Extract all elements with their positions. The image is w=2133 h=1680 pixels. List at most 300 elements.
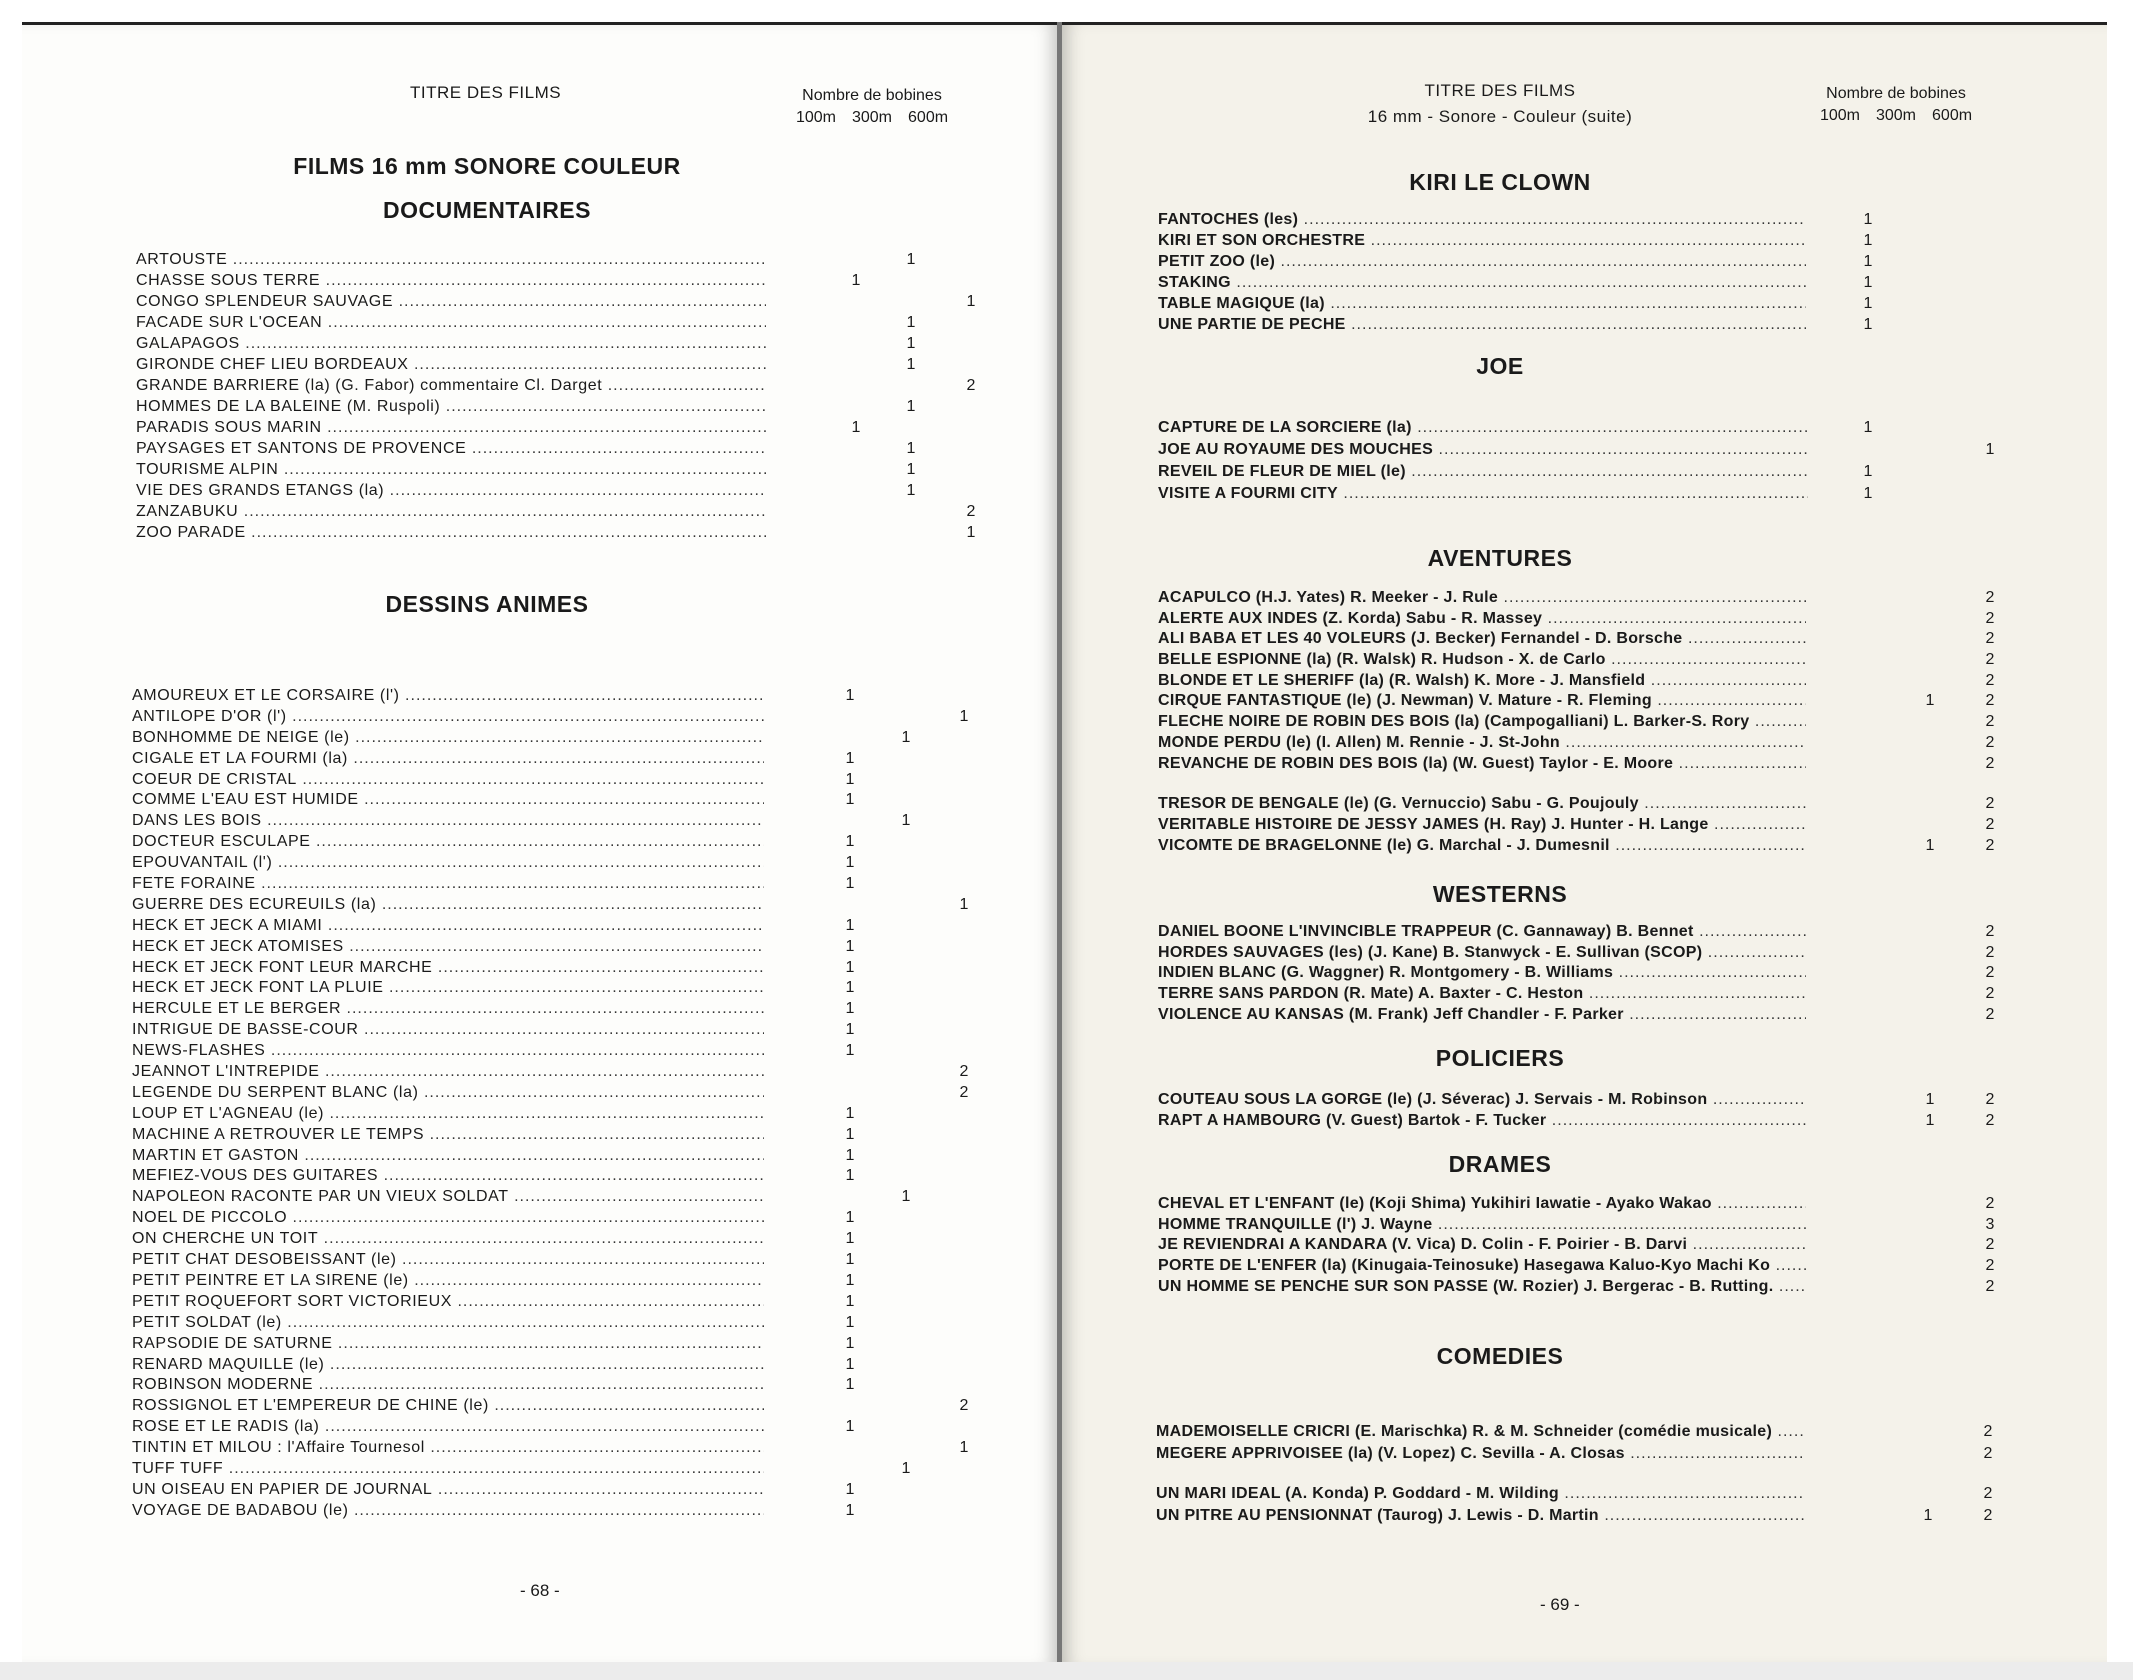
film-title: FLECHE NOIRE DE ROBIN DES BOIS (la) (Campogalliani) L. Barker-S. Rory bbox=[1158, 713, 1750, 731]
film-title-leader bbox=[132, 1354, 764, 1375]
reel-count-600m: 2 bbox=[1985, 985, 1995, 1003]
section-title-policiers: POLICIERS bbox=[1435, 1045, 1565, 1071]
film-title: DOCTEUR ESCULAPE bbox=[132, 833, 311, 851]
film-title: JOE AU ROYAUME DES MOUCHES bbox=[1158, 441, 1434, 458]
film-title-leader bbox=[132, 1145, 764, 1166]
film-title: VERITABLE HISTOIRE DE JESSY JAMES (H. Ray) J. Hunter - H. Lange bbox=[1158, 815, 1709, 833]
reel-count-100m: 1 bbox=[845, 875, 855, 893]
film-title: VICOMTE DE BRAGELONNE (le) G. Marchal - J. Dumesnil bbox=[1158, 836, 1610, 854]
columns-units bbox=[1806, 105, 1986, 127]
film-title-leader bbox=[132, 1228, 764, 1249]
header-subtitle: 16 mm - Sonore - Couleur (suite) bbox=[1367, 107, 1633, 126]
film-title: TABLE MAGIQUE (la) bbox=[1158, 295, 1325, 312]
reel-count-300m: 1 bbox=[906, 314, 916, 331]
page-number: - 68 - bbox=[520, 1581, 560, 1600]
reel-count-100m: 1 bbox=[845, 791, 855, 809]
main-title: FILMS 16 mm SONORE COULEUR bbox=[293, 153, 681, 179]
reel-count-100m: 1 bbox=[845, 1000, 855, 1018]
reel-count-600m: 2 bbox=[1985, 795, 1995, 813]
film-title: VIOLENCE AU KANSAS (M. Frank) Jeff Chandler - F. Parker bbox=[1158, 1005, 1624, 1023]
film-title-leader bbox=[136, 249, 766, 270]
unit-600m: 600m bbox=[1932, 107, 1973, 124]
film-title-leader bbox=[136, 333, 766, 354]
reel-count-100m: 1 bbox=[845, 833, 855, 851]
reel-count-100m: 1 bbox=[845, 1251, 855, 1269]
reel-count-300m: 1 bbox=[906, 335, 916, 352]
reel-count-100m: 1 bbox=[845, 1209, 855, 1227]
film-title-leader bbox=[1158, 711, 1806, 732]
reel-count-600m: 2 bbox=[1985, 630, 1995, 648]
film-title: MEFIEZ-VOUS DES GUITARES bbox=[132, 1167, 379, 1185]
film-title: UNE PARTIE DE PECHE bbox=[1158, 316, 1346, 333]
film-title-leader bbox=[136, 438, 766, 459]
film-title: MARTIN ET GASTON bbox=[132, 1146, 299, 1164]
film-title: GUERRE DES ECUREUILS (la) bbox=[132, 895, 377, 913]
film-title-leader bbox=[132, 998, 764, 1019]
film-title: GALAPAGOS bbox=[136, 335, 240, 352]
reel-count-600m: 1 bbox=[966, 293, 976, 310]
reel-count-100m: 1 bbox=[1863, 211, 1873, 228]
film-title-leader bbox=[1156, 1443, 1804, 1464]
reel-count-100m: 1 bbox=[1863, 253, 1873, 270]
reel-count-100m: 1 bbox=[1863, 274, 1873, 291]
film-title: TRESOR DE BENGALE (le) (G. Vernuccio) Sabu - G. Poujouly bbox=[1158, 795, 1639, 813]
reel-count-300m: 1 bbox=[906, 356, 916, 373]
reel-count-600m: 2 bbox=[966, 377, 976, 394]
reel-count-600m: 2 bbox=[1985, 1195, 1995, 1212]
film-title-leader bbox=[1158, 417, 1808, 438]
film-title: EPOUVANTAIL (l') bbox=[132, 854, 273, 872]
reel-count-300m: 1 bbox=[901, 812, 911, 830]
film-title: DANIEL BOONE L'INVINCIBLE TRAPPEUR (C. Gannaway) B. Bennet bbox=[1158, 923, 1694, 940]
film-title: ZANZABUKU bbox=[136, 503, 239, 520]
reel-count-300m: 1 bbox=[901, 728, 911, 746]
reel-count-300m: 1 bbox=[906, 461, 916, 478]
film-title-leader bbox=[1158, 439, 1808, 460]
reel-count-300m: 1 bbox=[906, 440, 916, 457]
film-title-leader bbox=[132, 1082, 764, 1103]
film-title-leader bbox=[132, 1061, 764, 1082]
film-title: AMOUREUX ET LE CORSAIRE (l') bbox=[132, 687, 400, 704]
film-title: CAPTURE DE LA SORCIERE (la) bbox=[1158, 419, 1412, 436]
reel-count-600m: 2 bbox=[1985, 733, 1995, 751]
film-title-leader bbox=[1158, 461, 1808, 482]
film-title-leader bbox=[1158, 753, 1806, 774]
section-title-kiri: KIRI LE CLOWN bbox=[1409, 169, 1591, 195]
film-title-leader bbox=[132, 852, 764, 873]
reel-count-100m: 1 bbox=[845, 1480, 855, 1498]
film-title: CONGO SPLENDEUR SAUVAGE bbox=[136, 293, 394, 310]
film-title-leader bbox=[1158, 1214, 1806, 1235]
film-title: KIRI ET SON ORCHESTRE bbox=[1158, 232, 1366, 249]
film-title: UN HOMME SE PENCHE SUR SON PASSE (W. Rozier) J. Bergerac - B. Rutting. bbox=[1158, 1277, 1774, 1295]
film-title: INTRIGUE DE BASSE-COUR bbox=[132, 1021, 359, 1039]
reel-count-100m: 1 bbox=[845, 1042, 855, 1060]
section-title-drames: DRAMES bbox=[1448, 1151, 1552, 1177]
film-title-leader bbox=[132, 1040, 764, 1061]
film-title-leader bbox=[132, 1186, 764, 1207]
reel-count-600m: 2 bbox=[1985, 964, 1995, 982]
film-title-leader bbox=[132, 1249, 764, 1270]
reel-count-600m: 1 bbox=[959, 707, 969, 725]
film-title-leader bbox=[136, 417, 766, 438]
film-title: HECK ET JECK ATOMISES bbox=[132, 937, 344, 955]
film-title: ARTOUSTE bbox=[136, 251, 228, 268]
film-title-leader bbox=[136, 354, 766, 375]
reel-count-600m: 2 bbox=[1985, 671, 1995, 689]
film-title-leader bbox=[132, 1270, 764, 1291]
reel-count-600m: 2 bbox=[959, 1083, 969, 1101]
reel-count-100m: 1 bbox=[845, 1376, 855, 1394]
film-title: DANS LES BOIS bbox=[132, 812, 262, 830]
film-title-leader bbox=[1158, 1004, 1806, 1025]
film-title: NAPOLEON RACONTE PAR UN VIEUX SOLDAT bbox=[132, 1188, 509, 1206]
reel-count-600m: 2 bbox=[1985, 754, 1995, 772]
film-title-leader bbox=[132, 1458, 764, 1479]
film-title-leader bbox=[132, 1312, 764, 1333]
page-edge bbox=[0, 1662, 2133, 1680]
section-title-dessins-animes: DESSINS ANIMES bbox=[385, 591, 589, 617]
film-title-leader bbox=[132, 1333, 764, 1354]
reel-count-100m: 1 bbox=[845, 1167, 855, 1185]
film-title-leader bbox=[132, 685, 764, 706]
film-title: PETIT CHAT DESOBEISSANT (le) bbox=[132, 1251, 397, 1269]
film-title-leader bbox=[1158, 835, 1806, 856]
film-title: MEGERE APPRIVOISEE (la) (V. Lopez) C. Sevilla - A. Closas bbox=[1156, 1445, 1625, 1462]
reel-count-100m: 1 bbox=[1863, 463, 1873, 480]
film-title: HERCULE ET LE BERGER bbox=[132, 1000, 342, 1018]
section-title-joe: JOE bbox=[1476, 353, 1524, 379]
header-title: TITRE DES FILMS bbox=[1424, 81, 1576, 100]
film-title-leader bbox=[136, 270, 766, 291]
reel-count-600m: 2 bbox=[1985, 1277, 1995, 1295]
film-title: STAKING bbox=[1158, 274, 1231, 291]
reel-count-300m: 1 bbox=[906, 398, 916, 415]
unit-100m: 100m bbox=[795, 109, 836, 126]
film-title: FANTOCHES (les) bbox=[1158, 211, 1299, 228]
film-title: JE REVIENDRAI A KANDARA (V. Vica) D. Colin - F. Poirier - B. Darvi bbox=[1158, 1236, 1688, 1254]
reel-count-100m: 1 bbox=[845, 916, 855, 934]
reel-count-100m: 1 bbox=[845, 1125, 855, 1143]
reel-count-600m: 2 bbox=[1985, 589, 1995, 606]
reel-count-600m: 2 bbox=[1985, 609, 1995, 627]
film-title-leader bbox=[1158, 1234, 1806, 1255]
reel-count-100m: 1 bbox=[845, 1292, 855, 1310]
unit-300m: 300m bbox=[851, 109, 893, 126]
film-title: FACADE SUR L'OCEAN bbox=[136, 314, 323, 331]
film-title-leader bbox=[1158, 921, 1806, 942]
reel-count-300m: 1 bbox=[1925, 836, 1935, 854]
film-title: UN OISEAU EN PAPIER DE JOURNAL bbox=[132, 1480, 433, 1498]
reel-count-100m: 1 bbox=[845, 1334, 855, 1352]
film-title: PETIT SOLDAT (le) bbox=[132, 1313, 282, 1331]
film-title-leader bbox=[1158, 251, 1806, 272]
reel-count-300m: 1 bbox=[901, 1459, 911, 1477]
reel-count-600m: 2 bbox=[1985, 836, 1995, 854]
film-title: VOYAGE DE BADABOU (le) bbox=[132, 1501, 349, 1519]
film-title-leader bbox=[132, 789, 764, 810]
film-title: NOEL DE PICCOLO bbox=[132, 1209, 288, 1227]
film-title: MADEMOISELLE CRICRI (E. Marischka) R. & M. Schneider (comédie musicale) bbox=[1156, 1423, 1773, 1440]
film-title-leader bbox=[132, 810, 764, 831]
film-title: REVEIL DE FLEUR DE MIEL (le) bbox=[1158, 463, 1406, 480]
reel-count-100m: 1 bbox=[845, 979, 855, 997]
film-title: INDIEN BLANC (G. Waggner) R. Montgomery - B. Williams bbox=[1158, 964, 1614, 982]
film-title: HECK ET JECK FONT LEUR MARCHE bbox=[132, 958, 433, 976]
film-title-leader bbox=[132, 977, 764, 998]
film-title-leader bbox=[1158, 1276, 1806, 1297]
reel-count-100m: 1 bbox=[845, 1271, 855, 1289]
film-title: VISITE A FOURMI CITY bbox=[1158, 485, 1338, 502]
film-title: PETIT ZOO (le) bbox=[1158, 253, 1276, 270]
film-title: ALERTE AUX INDES (Z. Korda) Sabu - R. Massey bbox=[1158, 609, 1543, 627]
film-title: ON CHERCHE UN TOIT bbox=[132, 1230, 319, 1248]
film-title: NEWS-FLASHES bbox=[132, 1042, 266, 1060]
reel-count-300m: 1 bbox=[1925, 1111, 1935, 1129]
film-title-leader bbox=[1158, 670, 1806, 691]
film-title: TUFF TUFF bbox=[132, 1459, 224, 1477]
film-title: COUTEAU SOUS LA GORGE (le) (J. Séverac) J. Servais - M. Robinson bbox=[1158, 1091, 1708, 1108]
reel-count-600m: 2 bbox=[959, 1397, 969, 1415]
reel-count-100m: 1 bbox=[845, 1146, 855, 1164]
film-title: GIRONDE CHEF LIEU BORDEAUX bbox=[136, 356, 409, 373]
film-title: COEUR DE CRISTAL bbox=[132, 770, 297, 788]
reel-count-300m: 1 bbox=[906, 482, 916, 499]
film-title: GRANDE BARRIERE (la) (G. Fabor) commentaire Cl. Darget bbox=[136, 377, 603, 394]
film-title: BLONDE ET LE SHERIFF (la) (R. Walsh) K. More - J. Mansfield bbox=[1158, 671, 1646, 689]
reel-count-600m: 2 bbox=[1985, 1236, 1995, 1254]
reel-count-100m: 1 bbox=[845, 1313, 855, 1331]
film-title-leader bbox=[1158, 230, 1806, 251]
film-title-leader bbox=[136, 291, 766, 312]
film-title: TOURISME ALPIN bbox=[136, 461, 279, 478]
unit-300m: 300m bbox=[1875, 107, 1917, 124]
film-title: BONHOMME DE NEIGE (le) bbox=[132, 728, 350, 746]
film-title-leader bbox=[132, 748, 764, 769]
reel-count-100m: 1 bbox=[845, 1418, 855, 1436]
film-title-leader bbox=[1158, 1255, 1806, 1276]
film-title: BELLE ESPIONNE (la) (R. Walsk) R. Hudson - X. de Carlo bbox=[1158, 651, 1606, 669]
film-title-leader bbox=[132, 1103, 764, 1124]
film-title-leader bbox=[1158, 690, 1806, 711]
section-title-aventures: AVENTURES bbox=[1427, 545, 1573, 571]
film-title-leader bbox=[132, 1416, 764, 1437]
film-title-leader bbox=[1158, 793, 1806, 814]
film-title-leader bbox=[1158, 314, 1806, 335]
section-title-westerns: WESTERNS bbox=[1432, 881, 1568, 907]
reel-count-600m: 2 bbox=[1985, 815, 1995, 833]
film-title-leader bbox=[132, 1291, 764, 1312]
reel-count-100m: 1 bbox=[845, 937, 855, 955]
reel-count-600m: 3 bbox=[1985, 1215, 1995, 1233]
film-title-leader bbox=[1158, 814, 1806, 835]
film-title-leader bbox=[132, 706, 764, 727]
film-title: MONDE PERDU (le) (I. Allen) M. Rennie - J. St-John bbox=[1158, 733, 1560, 751]
film-title: LOUP ET L'AGNEAU (le) bbox=[132, 1104, 325, 1122]
film-title-leader bbox=[132, 915, 764, 936]
section-title-documentaires: DOCUMENTAIRES bbox=[383, 197, 591, 223]
reel-count-600m: 2 bbox=[1985, 713, 1995, 731]
columns-header bbox=[1806, 83, 1986, 127]
film-title-leader bbox=[132, 1395, 764, 1416]
reel-count-300m: 1 bbox=[1925, 692, 1935, 710]
film-title-leader bbox=[132, 769, 764, 790]
film-title: ALI BABA ET LES 40 VOLEURS (J. Becker) Fernandel - D. Borsche bbox=[1158, 630, 1683, 648]
reel-count-100m: 1 bbox=[1863, 295, 1873, 312]
reel-count-100m: 1 bbox=[845, 1104, 855, 1122]
page-69 bbox=[1062, 22, 2107, 1665]
reel-count-600m: 2 bbox=[959, 1063, 969, 1081]
film-title: HECK ET JECK A MIAMI bbox=[132, 916, 323, 934]
reel-count-600m: 2 bbox=[1985, 1005, 1995, 1023]
film-title: JEANNOT L'INTREPIDE bbox=[132, 1063, 320, 1081]
film-title: RAPSODIE DE SATURNE bbox=[132, 1334, 333, 1352]
film-title: HOMMES DE LA BALEINE (M. Ruspoli) bbox=[136, 398, 441, 415]
film-title: UN PITRE AU PENSIONNAT (Taurog) J. Lewis - D. Martin bbox=[1156, 1507, 1599, 1524]
film-title-leader bbox=[132, 957, 764, 978]
film-title-leader bbox=[1156, 1505, 1804, 1526]
film-title-leader bbox=[132, 894, 764, 915]
film-title-leader bbox=[136, 312, 766, 333]
reel-count-100m: 1 bbox=[851, 419, 861, 436]
reel-count-600m: 2 bbox=[1985, 651, 1995, 669]
reel-count-600m: 2 bbox=[1985, 943, 1995, 961]
reel-count-100m: 1 bbox=[845, 687, 855, 704]
reel-count-100m: 1 bbox=[1863, 232, 1873, 249]
columns-title: Nombre de bobines bbox=[802, 87, 942, 104]
film-title: PAYSAGES ET SANTONS DE PROVENCE bbox=[136, 440, 467, 457]
film-title-leader bbox=[1158, 209, 1806, 230]
film-title-leader bbox=[136, 480, 766, 501]
section-title-comedies: COMEDIES bbox=[1436, 1343, 1564, 1369]
film-title: TERRE SANS PARDON (R. Mate) A. Baxter - C. Heston bbox=[1158, 985, 1584, 1003]
film-title: ROSE ET LE RADIS (la) bbox=[132, 1418, 320, 1436]
reel-count-100m: 1 bbox=[845, 1021, 855, 1039]
film-title: ROSSIGNOL ET L'EMPEREUR DE CHINE (le) bbox=[132, 1397, 489, 1415]
film-title-leader bbox=[1158, 587, 1806, 608]
film-title: UN MARI IDEAL (A. Konda) P. Goddard - M. Wilding bbox=[1156, 1485, 1559, 1502]
film-title-leader bbox=[132, 1207, 764, 1228]
reel-count-100m: 1 bbox=[845, 1355, 855, 1373]
reel-count-100m: 1 bbox=[845, 854, 855, 872]
film-title-leader bbox=[132, 1124, 764, 1145]
film-title: HECK ET JECK FONT LA PLUIE bbox=[132, 979, 384, 997]
reel-count-600m: 1 bbox=[966, 524, 976, 541]
film-title: PETIT ROQUEFORT SORT VICTORIEUX bbox=[132, 1292, 452, 1310]
reel-count-600m: 1 bbox=[959, 895, 969, 913]
film-title: PETIT PEINTRE ET LA SIRENE (le) bbox=[132, 1271, 409, 1289]
film-title: LEGENDE DU SERPENT BLANC (la) bbox=[132, 1083, 419, 1101]
film-title-leader bbox=[132, 936, 764, 957]
film-title-leader bbox=[136, 501, 766, 522]
film-title-leader bbox=[1156, 1483, 1804, 1504]
film-title-leader bbox=[136, 396, 766, 417]
film-title-leader bbox=[1158, 983, 1806, 1004]
film-title-leader bbox=[132, 1019, 764, 1040]
film-title: ZOO PARADE bbox=[136, 524, 246, 541]
reel-count-100m: 1 bbox=[845, 770, 855, 788]
film-title: HORDES SAUVAGES (les) (J. Kane) B. Stanwyck - E. Sullivan (SCOP) bbox=[1158, 943, 1703, 961]
unit-600m: 600m bbox=[908, 109, 949, 126]
reel-count-100m: 1 bbox=[845, 1230, 855, 1248]
reel-count-600m: 2 bbox=[1985, 1091, 1995, 1108]
film-title-leader bbox=[132, 873, 764, 894]
film-title-leader bbox=[132, 1500, 764, 1521]
reel-count-600m: 2 bbox=[1985, 1111, 1995, 1129]
reel-count-600m: 2 bbox=[1985, 1257, 1995, 1275]
film-title-leader bbox=[136, 522, 766, 543]
film-title-leader bbox=[132, 831, 764, 852]
page-number: - 69 - bbox=[1540, 1595, 1580, 1614]
film-title-leader bbox=[1158, 1110, 1806, 1131]
film-title-leader bbox=[1158, 1089, 1806, 1110]
header-title: TITRE DES FILMS bbox=[410, 83, 562, 102]
film-title-leader bbox=[136, 375, 766, 396]
film-title-leader bbox=[1156, 1421, 1804, 1442]
film-title-leader bbox=[136, 459, 766, 480]
reel-count-100m: 1 bbox=[851, 272, 861, 289]
reel-count-600m: 2 bbox=[1983, 1445, 1993, 1462]
film-title: PORTE DE L'ENFER (la) (Kinugaia-Teinosuke) Hasegawa Kaluo-Kyo Machi Ko bbox=[1158, 1257, 1771, 1275]
film-title: VIE DES GRANDS ETANGS (la) bbox=[136, 482, 385, 499]
film-title-leader bbox=[1158, 1193, 1806, 1214]
film-title-leader bbox=[1158, 732, 1806, 753]
reel-count-300m: 1 bbox=[901, 1188, 911, 1206]
reel-count-100m: 1 bbox=[1863, 485, 1873, 502]
reel-count-600m: 2 bbox=[1983, 1507, 1993, 1524]
reel-count-600m: 2 bbox=[1983, 1485, 1993, 1502]
columns-units bbox=[782, 107, 962, 129]
reel-count-600m: 2 bbox=[1985, 923, 1995, 940]
reel-count-600m: 1 bbox=[959, 1439, 969, 1457]
film-title: CHEVAL ET L'ENFANT (le) (Koji Shima) Yukihiri Iawatie - Ayako Wakao bbox=[1158, 1195, 1712, 1212]
reel-count-300m: 1 bbox=[906, 251, 916, 268]
film-title-leader bbox=[1158, 962, 1806, 983]
reel-count-600m: 2 bbox=[1985, 692, 1995, 710]
film-title: REVANCHE DE ROBIN DES BOIS (la) (W. Guest) Taylor - E. Moore bbox=[1158, 754, 1674, 772]
film-title: HOMME TRANQUILLE (l') J. Wayne bbox=[1158, 1215, 1433, 1233]
reel-count-100m: 1 bbox=[1863, 419, 1873, 436]
film-title: ACAPULCO (H.J. Yates) R. Meeker - J. Rule bbox=[1158, 589, 1499, 606]
film-title-leader bbox=[1158, 628, 1806, 649]
film-title: ANTILOPE D'OR (l') bbox=[132, 707, 287, 725]
film-title-leader bbox=[1158, 272, 1806, 293]
film-title: FETE FORAINE bbox=[132, 875, 256, 893]
film-title: RENARD MAQUILLE (le) bbox=[132, 1355, 325, 1373]
reel-count-100m: 1 bbox=[845, 1501, 855, 1519]
page-68 bbox=[22, 22, 1057, 1665]
film-title-leader bbox=[132, 1165, 764, 1186]
reel-count-300m: 1 bbox=[1925, 1091, 1935, 1108]
film-title-leader bbox=[132, 727, 764, 748]
film-title: CHASSE SOUS TERRE bbox=[136, 272, 321, 289]
film-title: COMME L'EAU EST HUMIDE bbox=[132, 791, 359, 809]
reel-count-100m: 1 bbox=[1863, 316, 1873, 333]
reel-count-600m: 2 bbox=[966, 503, 976, 520]
unit-100m: 100m bbox=[1819, 107, 1860, 124]
film-title-leader bbox=[132, 1374, 764, 1395]
columns-header bbox=[782, 85, 962, 129]
reel-count-100m: 1 bbox=[845, 749, 855, 767]
film-title: PARADIS SOUS MARIN bbox=[136, 419, 322, 436]
reel-count-300m: 1 bbox=[1923, 1507, 1933, 1524]
film-title: MACHINE A RETROUVER LE TEMPS bbox=[132, 1125, 425, 1143]
film-title-leader bbox=[1158, 608, 1806, 629]
film-title-leader bbox=[1158, 649, 1806, 670]
film-title: CIRQUE FANTASTIQUE (le) (J. Newman) V. Mature - R. Fleming bbox=[1158, 692, 1652, 710]
columns-title: Nombre de bobines bbox=[1826, 85, 1966, 102]
film-title-leader bbox=[1158, 942, 1806, 963]
